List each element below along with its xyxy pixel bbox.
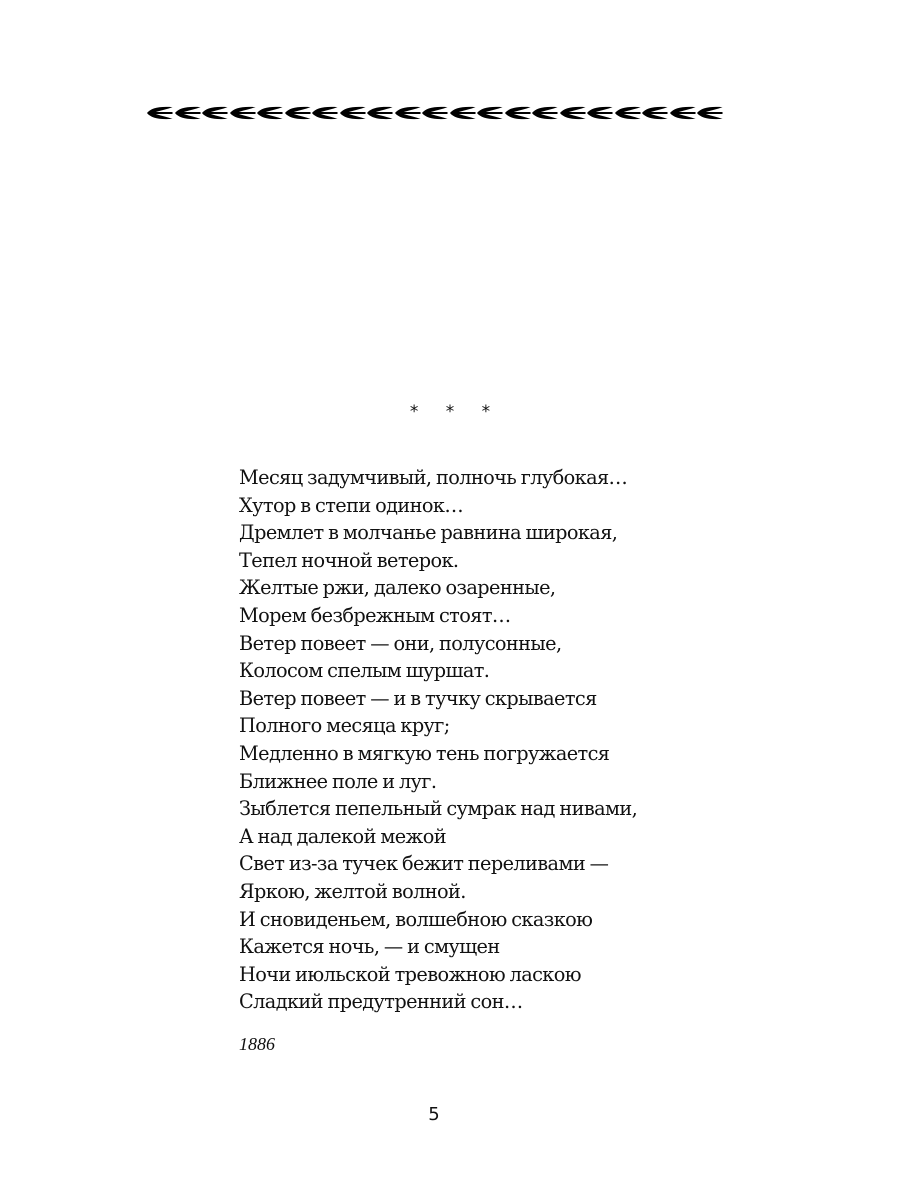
leaf-ornament-icon [174,104,202,122]
leaf-ornament-icon [366,104,394,122]
leaf-ornament-icon [696,104,724,122]
poem-line: Кажется ночь, — и смущен [239,935,500,959]
poem-line: Дремлет в молчанье равнина широкая, [239,521,618,545]
poem-line: Ночи июльской тревожною ласкою [239,962,581,986]
leaf-ornament-icon [256,104,284,122]
asterisk: * [481,402,491,422]
leaf-ornament-icon [504,104,532,122]
poem-line: Ветер повеет — они, полусонные, [239,631,562,655]
poem-line: Тепел ночной ветерок. [239,548,459,572]
poem-line: Медленно в мягкую тень погружается [239,741,610,765]
poem-line: Полного месяца круг; [239,714,450,738]
leaf-ornament-icon [641,104,669,122]
poem-line: Зыблется пепельный сумрак над нивами, [239,797,638,821]
leaf-ornament-icon [586,104,614,122]
page-number: 5 [428,1104,440,1125]
leaf-ornament-icon [559,104,587,122]
leaf-ornament-icon [476,104,504,122]
poem-line: Морем безбрежным стоят… [239,603,511,627]
poem-text [239,464,637,1016]
poem-line: Колосом спелым шуршат. [239,659,490,683]
leaf-ornament-icon [339,104,367,122]
asterisk: * [445,402,455,422]
poem-line: И сновиденьем, волшебною сказкою [239,907,593,931]
poem-line: А над далекой межой [239,824,446,848]
leaf-ornament-icon [669,104,697,122]
poem-line: Ближнее поле и луг. [239,769,437,793]
leaf-ornament-icon [229,104,257,122]
poem-line: Свет из-за тучек бежит переливами — [239,852,609,876]
leaf-ornament-icon [284,104,312,122]
poem-line: Сладкий предутренний сон… [239,990,523,1014]
leaf-ornament-icon [394,104,422,122]
poem-line: Ветер повеет — и в тучку скрывается [239,686,597,710]
leaf-ornament-icon [201,104,229,122]
poem-line: Яркою, желтой волной. [239,879,466,903]
leaf-ornament-icon [449,104,477,122]
poem-date: 1886 [239,1034,275,1054]
poem-line: Желтые ржи, далеко озаренные, [239,576,556,600]
leaf-ornament-icon [146,104,174,122]
section-divider [0,402,900,422]
leaf-ornament-icon [311,104,339,122]
decorative-ornament-border [146,104,724,122]
poem-line: Месяц задумчивый, полночь глубокая… [239,466,628,489]
asterisk: * [409,402,419,422]
poem-line: Хутор в степи одинок… [239,493,464,517]
leaf-ornament-icon [531,104,559,122]
leaf-ornament-icon [421,104,449,122]
leaf-ornament-icon [614,104,642,122]
